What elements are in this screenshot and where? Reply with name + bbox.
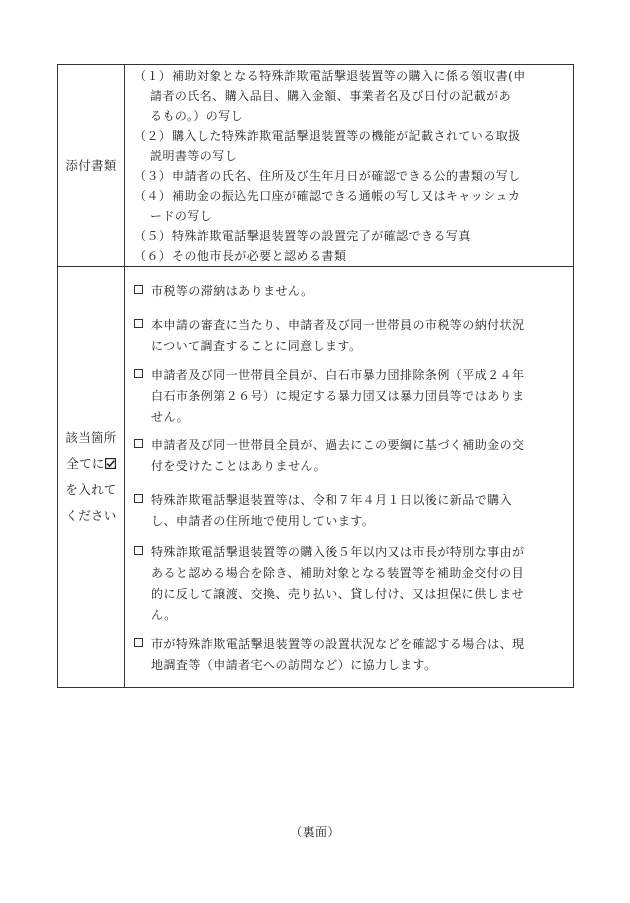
attachment-text: 補助対象となる特殊詐欺電話撃退装置等の購入に係る領収書(申 xyxy=(172,69,526,83)
attachment-text: るもの。）の写し xyxy=(150,109,244,123)
attachments-row xyxy=(58,65,573,267)
checklist-label-text: 全てに xyxy=(66,456,105,471)
checklist-label-line-3: を入れて xyxy=(65,482,117,497)
attachment-number: （２） xyxy=(134,129,172,143)
attachment-number: （３） xyxy=(134,169,172,183)
attachment-text: 特殊詐欺電話撃退装置等の設置完了が確認できる写真 xyxy=(172,229,471,243)
checklist-text: あると認める場合を除き、補助対象となる装置等を補助金交付の目 xyxy=(151,566,525,580)
attachments-label-cell xyxy=(58,65,125,266)
checklist-text: 的に反して譲渡、交換、売り払い、貸し付け、又は担保に供しませ xyxy=(151,587,525,601)
checkbox[interactable] xyxy=(134,638,143,647)
checklist-label-line-2 xyxy=(58,454,124,472)
checklist-label-line-1: 該当箇所 xyxy=(65,430,117,445)
checklist-text: 申請者及び同一世帯員全員が、過去にこの要綱に基づく補助金の交 xyxy=(151,438,525,452)
checkbox[interactable] xyxy=(134,546,143,555)
attachment-text: その他市長が必要と認める書類 xyxy=(172,249,347,263)
attachment-text: 購入した特殊詐欺電話撃退装置等の機能が記載されている取扱 xyxy=(172,129,521,143)
attachment-text: 申請者の氏名、住所及び生年月日が確認できる公的書類の写し xyxy=(172,169,521,183)
checkbox[interactable] xyxy=(134,369,143,378)
checkbox[interactable] xyxy=(134,439,143,448)
checked-box-icon xyxy=(105,458,116,469)
checkbox[interactable] xyxy=(134,494,143,503)
attachment-text: ードの写し xyxy=(150,209,213,223)
application-form-table xyxy=(57,64,574,688)
checklist-text: ん。 xyxy=(151,608,177,622)
checklist-text: 特殊詐欺電話撃退装置等の購入後５年以内又は市長が特別な事由が xyxy=(151,545,525,559)
checklist-text: 白石市条例第２６号）に規定する暴力団又は暴力団員等ではありま xyxy=(151,389,525,403)
attachment-number: （６） xyxy=(134,249,172,263)
checklist-label-cell xyxy=(58,266,125,687)
page-footer-reverse-side: （裏面） xyxy=(290,825,340,839)
attachments-label: 添付書類 xyxy=(65,158,117,173)
checklist-text: 本申請の審査に当たり、申請者及び同一世帯員の市税等の納付状況 xyxy=(151,318,525,332)
attachment-text: 補助金の振込先口座が確認できる通帳の写し又はキャッシュカ xyxy=(172,189,521,203)
checklist-text: 特殊詐欺電話撃退装置等は、令和７年４月１日以後に新品で購入 xyxy=(151,493,513,507)
attachment-number: （４） xyxy=(134,189,172,203)
attachment-number: （１） xyxy=(134,69,172,83)
attachment-text: 請者の氏名、購入品目、購入金額、事業者名及び日付の記載があ xyxy=(150,89,512,103)
checklist-text: 申請者及び同一世帯員全員が、白石市暴力団排除条例（平成２４年 xyxy=(151,368,525,382)
checkbox[interactable] xyxy=(134,319,143,328)
checklist-text: 市税等の滞納はありません。 xyxy=(151,284,314,298)
checklist-text: 市が特殊詐欺電話撃退装置等の設置状況などを確認する場合は、現 xyxy=(151,637,525,651)
checklist-text: 付を受けたことはありません。 xyxy=(151,459,327,473)
checklist-row xyxy=(58,266,573,687)
checkbox[interactable] xyxy=(134,285,143,294)
checklist-text: 地調査等（申請者宅への訪問など）に協力します。 xyxy=(151,658,437,672)
checklist-text: せん。 xyxy=(151,410,190,424)
checklist-text: し、申請者の住所地で使用しています。 xyxy=(151,514,375,528)
attachment-number: （５） xyxy=(134,229,172,243)
attachment-text: 説明書等の写し xyxy=(150,149,238,163)
checklist-text: について調査することに同意します。 xyxy=(151,339,362,353)
checklist-label-line-4: ください xyxy=(65,508,117,523)
